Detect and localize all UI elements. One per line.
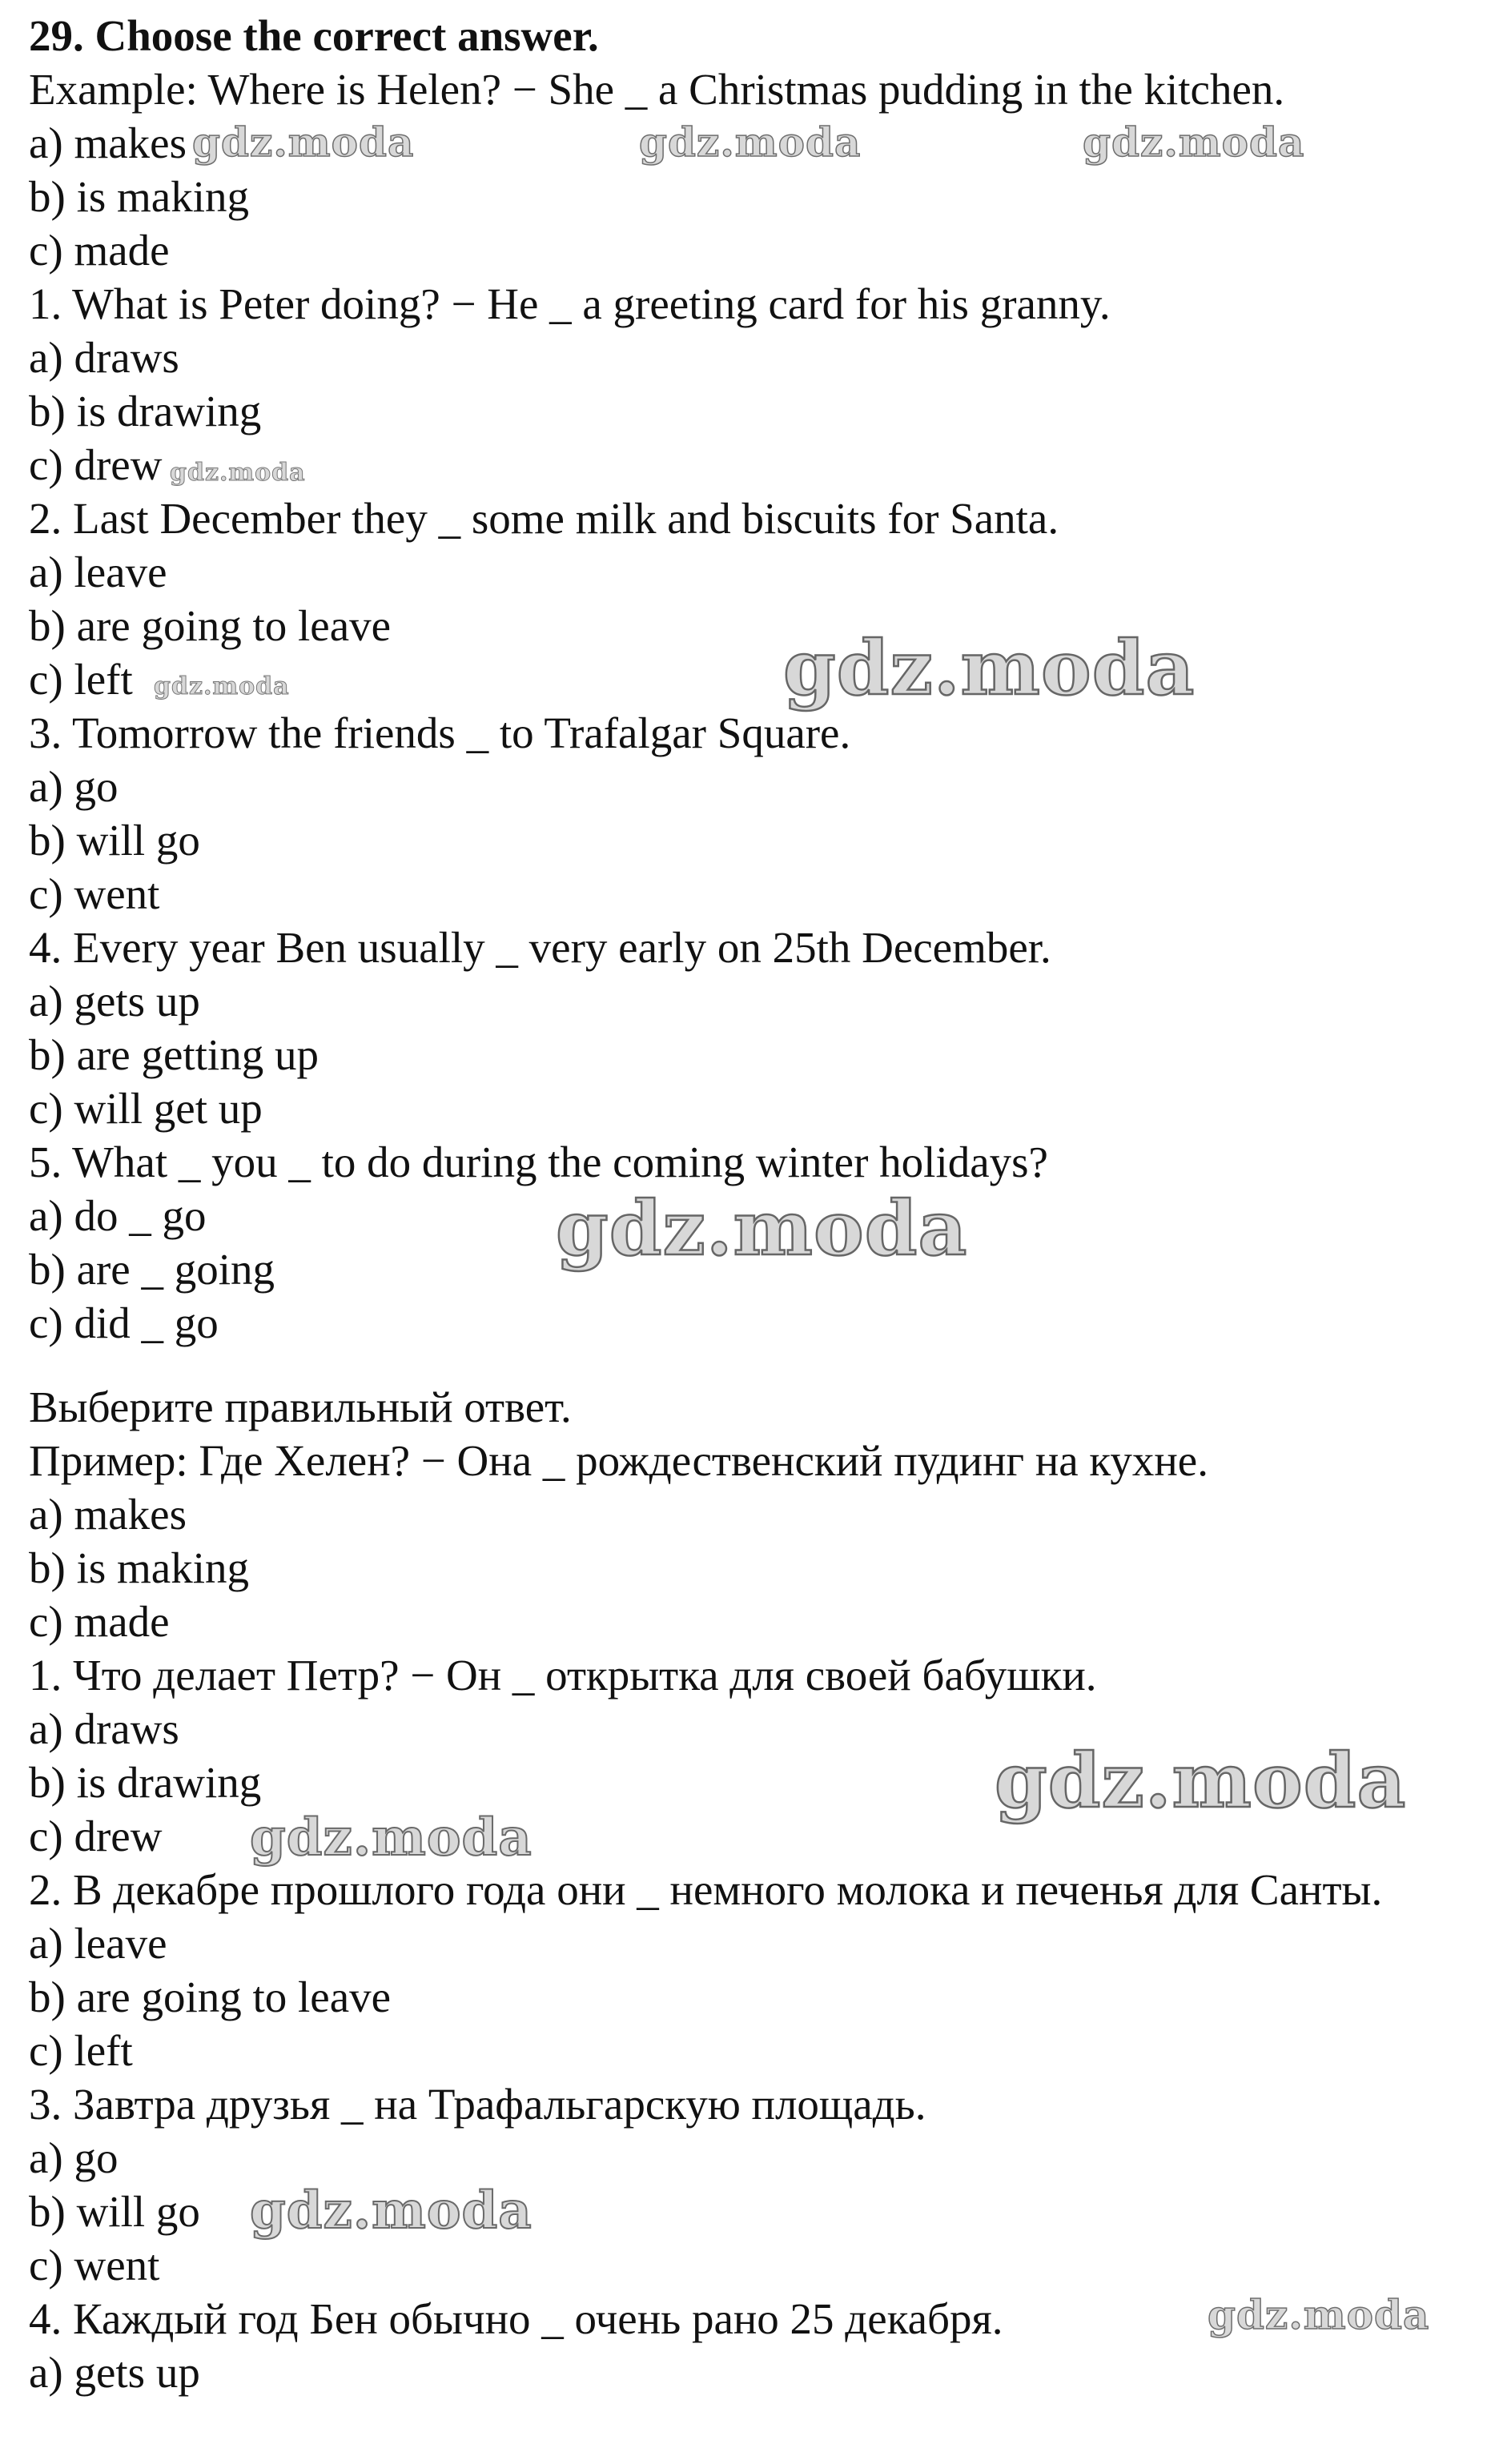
translation-example-question: Пример: Где Хелен? − Она _ рождественский пудинг на кухне. [29,1436,1208,1485]
question-1-option-b: b) is drawing [29,387,262,435]
question-2-option-c: c) left [29,655,133,704]
question-5-option-c: c) did _ go [29,1298,219,1347]
translation-example-option-b: b) is making [29,1543,249,1592]
question-4-option-b: b) are getting up [29,1030,319,1079]
question-5-option-b: b) are _ going [29,1245,275,1294]
translation-question-2-option-c: c) left [29,2026,133,2075]
question-5: 5. What _ you _ to do during the coming winter holidays? [29,1138,1048,1186]
translation-example-option-c: c) made [29,1597,170,1646]
watermark-logo: gdz.moda [250,2181,532,2241]
watermark-logo: gdz.moda [154,672,290,700]
translation-question-2: 2. В декабре прошлого года они _ немного молока и печенья для Санты. [29,1865,1383,1914]
exercise-title: 29. Choose the correct answer. [29,11,599,60]
watermark-logo: gdz.moda [556,1185,968,1273]
question-2: 2. Last December they _ some milk and biscuits for Santa. [29,494,1059,543]
question-1-option-a: a) draws [29,333,179,382]
watermark-logo: gdz.moda [783,624,1196,712]
translation-question-4-option-a: a) gets up [29,2348,200,2397]
watermark-logo: gdz.moda [1208,2291,1430,2338]
translation-question-1: 1. Что делает Петр? − Он _ открытка для своей бабушки. [29,1651,1097,1700]
question-3: 3. Tomorrow the friends _ to Trafalgar Square. [29,708,851,757]
translation-question-1-option-b: b) is drawing [29,1758,262,1807]
example-question: Example: Where is Helen? − She _ a Christmas pudding in the kitchen. [29,65,1285,114]
translation-question-1-option-a: a) draws [29,1704,179,1753]
translation-example-option-a: a) makes [29,1490,187,1539]
question-4: 4. Every year Ben usually _ very early on 25th December. [29,923,1051,972]
example-option-b: b) is making [29,172,249,221]
translation-question-2-option-b: b) are going to leave [29,1972,392,2021]
watermark-logo: gdz.moda [639,118,862,166]
translation-question-3-option-b: b) will go [29,2187,200,2236]
watermark-logo: gdz.moda [192,118,415,166]
translation-question-4: 4. Каждый год Бен обычно _ очень рано 25 декабря. [29,2294,1003,2343]
translation-question-3-option-c: c) went [29,2241,160,2289]
translation-question-3-option-a: a) go [29,2133,119,2182]
watermark-logo: gdz.moda [170,459,306,487]
question-1: 1. What is Peter doing? − He _ a greeting card for his granny. [29,279,1111,328]
question-2-option-a: a) leave [29,548,167,596]
translation-question-2-option-a: a) leave [29,1919,167,1968]
watermark-logo: gdz.moda [1083,118,1305,166]
question-1-option-c: c) drew [29,440,163,489]
question-3-option-c: c) went [29,869,160,918]
translation-title: Выберите правильный ответ. [29,1382,572,1431]
watermark-logo: gdz.moda [250,1808,532,1868]
example-option-c: c) made [29,226,170,275]
translation-question-1-option-c: c) drew [29,1812,163,1860]
question-2-option-b: b) are going to leave [29,601,392,650]
question-3-option-a: a) go [29,762,119,811]
question-3-option-b: b) will go [29,816,200,865]
question-4-option-a: a) gets up [29,977,200,1025]
example-option-a: a) makes [29,118,187,167]
question-4-option-c: c) will get up [29,1084,263,1133]
watermark-logo: gdz.moda [995,1737,1407,1825]
translation-question-3: 3. Завтра друзья _ на Трафальгарскую площадь. [29,2080,926,2129]
question-5-option-a: a) do _ go [29,1191,207,1240]
